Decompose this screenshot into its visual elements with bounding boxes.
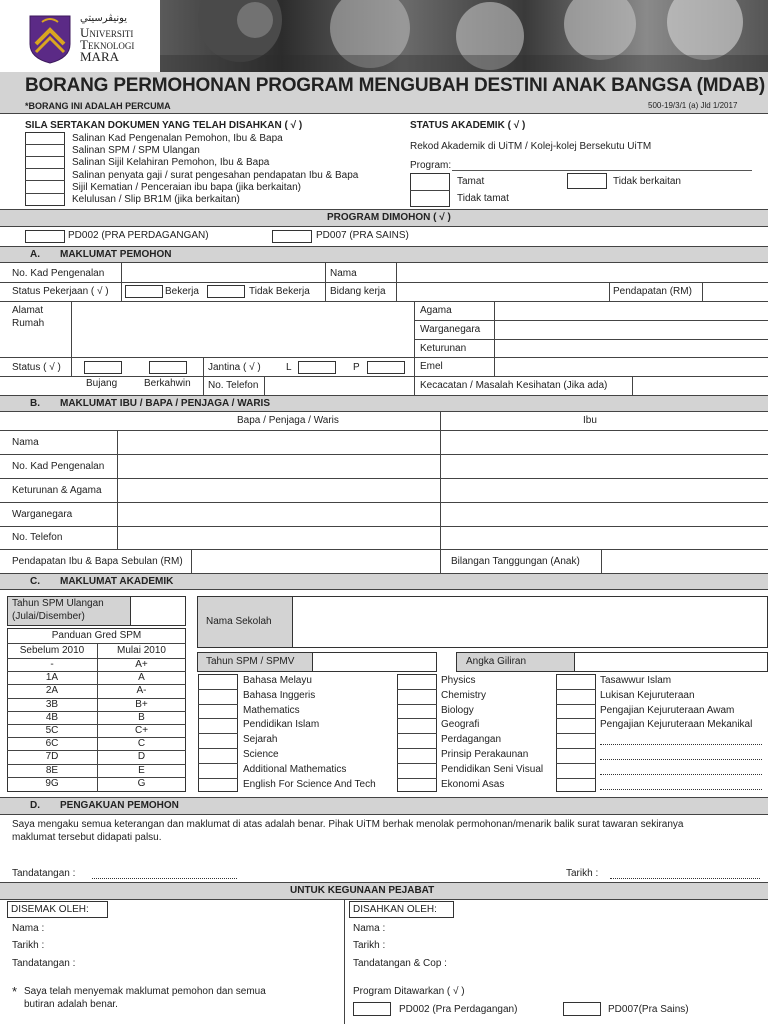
other-subject-line[interactable]	[600, 759, 762, 760]
bekerja-label: Bekerja	[165, 286, 199, 297]
tidak-berkaitan-checkbox[interactable]	[567, 173, 607, 189]
male-label: L	[286, 362, 292, 373]
subject-name: Geografi	[441, 719, 480, 731]
ic-label: No. Kad Pengenalan	[12, 268, 105, 279]
document-item: Kelulusan / Slip BR1M (jika berkaitan)	[72, 194, 240, 205]
grade-new: A-	[136, 685, 147, 697]
section-a-heading: MAKLUMAT PEMOHON	[60, 249, 172, 260]
grade-old: 9G	[45, 777, 59, 789]
pd002-checkbox[interactable]	[25, 230, 65, 243]
subject-name: Sejarah	[243, 734, 278, 746]
subject-name: Ekonomi Asas	[441, 778, 505, 790]
offered-pd007-checkbox[interactable]	[563, 1002, 601, 1016]
approver-date-label: Tarikh :	[353, 940, 386, 951]
program-offered-label: Program Ditawarkan ( √ )	[353, 986, 465, 997]
pd007-checkbox[interactable]	[272, 230, 312, 243]
religion-label: Agama	[420, 305, 452, 316]
mother-column-header: Ibu	[583, 415, 597, 426]
other-subject-line[interactable]	[600, 744, 762, 745]
before-2010-header: Sebelum 2010	[19, 645, 85, 656]
academic-record: Rekod Akademik di UiTM / Kolej-kolej Bersekutu UiTM	[410, 141, 652, 152]
document-item: Salinan Kad Pengenalan Pemohon, Ibu & Bapa	[72, 133, 283, 144]
grade-old: 3B	[45, 698, 59, 710]
dependents-label: Bilangan Tanggungan (Anak)	[451, 556, 580, 567]
citizenship-label: Warganegara	[420, 324, 481, 335]
declaration-line-2: maklumat tersebut didapati palsu.	[12, 832, 162, 843]
tidak-berkaitan-label: Tidak berkaitan	[613, 176, 681, 187]
grade-new: G	[137, 777, 146, 789]
grade-old: 4B	[45, 711, 59, 723]
documents-heading: SILA SERTAKAN DOKUMEN YANG TELAH DISAHKAN ( √ )	[25, 120, 303, 131]
section-c-heading: MAKLUMAT AKADEMIK	[60, 576, 174, 587]
subject-name: Mathematics	[243, 704, 300, 716]
applicant-date-line[interactable]	[610, 878, 760, 879]
name-label: Nama	[330, 268, 357, 279]
email-label: Emel	[420, 361, 443, 372]
subject-name: Bahasa Inggeris	[243, 689, 316, 701]
approved-by-label: DISAHKAN OLEH:	[353, 904, 437, 915]
checker-signature-label: Tandatangan :	[12, 958, 76, 969]
gender-label: Jantina ( √ )	[208, 362, 261, 373]
parent-row-label: No. Telefon	[12, 532, 63, 543]
phone-label: No. Telefon	[208, 380, 259, 391]
grade-new: D	[137, 751, 146, 763]
subject-name: Science	[243, 749, 279, 760]
ic-field[interactable]	[122, 264, 325, 282]
section-d-letter: D.	[30, 800, 40, 811]
grade-old: 2A	[45, 685, 59, 697]
section-b-letter: B.	[30, 398, 40, 409]
parent-row-label: Keturunan & Agama	[12, 485, 102, 496]
school-name-label: Nama Sekolah	[206, 616, 272, 627]
grade-old: -	[50, 659, 54, 670]
reference-number: 500-19/3/1 (a) Jld 1/2017	[648, 101, 738, 110]
document-item: Sijil Kematian / Penceraian ibu bapa (jika berkaitan)	[72, 182, 302, 193]
subject-name: Pendidikan Islam	[243, 719, 320, 731]
free-note: *BORANG INI ADALAH PERCUMA	[25, 101, 171, 111]
field-of-work-label: Bidang kerja	[330, 286, 386, 297]
after-2010-header: Mulai 2010	[117, 645, 166, 656]
other-subject-line[interactable]	[600, 789, 762, 790]
index-number-label: Angka Giliran	[466, 656, 527, 667]
subject-name: Tasawwur Islam	[600, 675, 672, 686]
grade-new: A	[138, 672, 145, 684]
document-item: Salinan Sijil Kelahiran Pemohon, Ibu & Bapa	[72, 157, 270, 168]
grade-new: E	[138, 764, 145, 776]
checker-name-label: Nama :	[12, 923, 45, 934]
subject-name: Bahasa Melayu	[243, 675, 312, 686]
document-item: Salinan SPM / SPM Ulangan	[72, 145, 200, 156]
parent-row-label: Warganegara	[12, 509, 73, 520]
berkahwin-checkbox[interactable]	[149, 361, 187, 374]
form-title: BORANG PERMOHONAN PROGRAM MENGUBAH DESTINI ANAK BANGSA (MDAB)	[25, 75, 766, 96]
subject-name: English For Science And Tech	[243, 778, 376, 790]
pd002-label: PD002 (PRA PERDAGANGAN)	[68, 230, 209, 241]
subject-name: Biology	[441, 704, 474, 716]
bujang-label: Bujang	[86, 378, 118, 389]
grade-old: 7D	[45, 751, 59, 763]
academic-status-heading: STATUS AKADEMIK ( √ )	[410, 120, 526, 131]
approver-name-label: Nama :	[353, 923, 386, 934]
grade-new: B	[138, 711, 145, 723]
section-a-letter: A.	[30, 249, 40, 260]
tidak-bekerja-label: Tidak Bekerja	[249, 286, 310, 297]
grade-old: 6C	[45, 738, 59, 750]
male-checkbox[interactable]	[298, 361, 336, 374]
subject-name: Pengajian Kejuruteraan Mekanikal	[600, 719, 753, 731]
applicant-signature-label: Tandatangan :	[12, 868, 76, 879]
subject-name: Chemistry	[441, 689, 487, 701]
status-label: Status ( √ )	[12, 362, 61, 373]
declaration-line-1: Saya mengaku semua keterangan dan maklumat di atas adalah benar. Pihak UiTM berhak menolak permohonan/menarik balik surat tawaran sekiranya	[12, 819, 684, 830]
program-heading: PROGRAM DIMOHON ( √ )	[327, 212, 451, 223]
berkahwin-label: Berkahwin	[144, 378, 191, 389]
pd007-label: PD007 (PRA SAINS)	[316, 230, 409, 241]
section-c-letter: C.	[30, 576, 40, 587]
offered-pd002-checkbox[interactable]	[353, 1002, 391, 1016]
parent-row-label: No. Kad Pengenalan	[12, 461, 105, 472]
parent-income-label: Pendapatan Ibu & Bapa Sebulan (RM)	[12, 556, 183, 567]
grade-old: 8E	[45, 764, 59, 776]
grade-new: C	[137, 738, 146, 750]
other-subject-line[interactable]	[600, 774, 762, 775]
uitm-logo	[28, 14, 72, 64]
grade-old: 5C	[45, 725, 59, 736]
address-label-2: Rumah	[12, 318, 45, 329]
race-label: Keturunan	[420, 343, 467, 354]
grade-new: B+	[135, 698, 148, 710]
university-name-1: Universiti	[80, 25, 134, 40]
jawi-text: ﯾﻮﻧﻴﭭﺮﺳﻴﺘﻲ	[80, 13, 128, 24]
bekerja-checkbox[interactable]	[125, 285, 163, 298]
program-label: Program:	[410, 160, 452, 171]
spm-retake-label-2: (Julai/Disember)	[12, 611, 85, 622]
checked-by-label: DISEMAK OLEH:	[11, 904, 89, 915]
applicant-date-label: Tarikh :	[566, 868, 599, 879]
university-name-2: Teknologi	[80, 37, 135, 52]
father-column-header: Bapa / Penjaga / Waris	[237, 415, 339, 426]
job-status-label: Status Pekerjaan ( √ )	[12, 286, 109, 297]
subject-name: Perdagangan	[441, 734, 502, 746]
female-label: P	[353, 362, 360, 373]
offered-pd002-label: PD002 (Pra Perdagangan)	[399, 1004, 518, 1015]
offered-pd007-label: PD007(Pra Sains)	[608, 1004, 689, 1015]
tidak-bekerja-checkbox[interactable]	[207, 285, 245, 298]
office-heading: UNTUK KEGUNAAN PEJABAT	[290, 885, 435, 896]
spm-retake-label-1: Tahun SPM Ulangan	[12, 598, 104, 609]
section-b-heading: MAKLUMAT IBU / BAPA / PENJAGA / WARIS	[60, 398, 270, 409]
parent-row-label: Nama	[12, 437, 39, 448]
subject-name: Prinsip Perakaunan	[441, 749, 529, 760]
university-name-3: MARA	[80, 49, 120, 64]
spm-year-label: Tahun SPM / SPMV	[206, 656, 295, 667]
grade-new: C+	[134, 725, 149, 736]
checker-date-label: Tarikh :	[12, 940, 45, 951]
disability-label: Kecacatan / Masalah Kesihatan (Jika ada)	[420, 380, 608, 391]
approver-signature-label: Tandatangan & Cop :	[353, 958, 447, 969]
tidak-tamat-label: Tidak tamat	[457, 193, 509, 204]
bujang-checkbox[interactable]	[84, 361, 122, 374]
tamat-label: Tamat	[457, 176, 485, 187]
header-photo	[160, 0, 768, 72]
checker-note-line-2: butiran adalah benar.	[24, 999, 118, 1010]
document-item: Salinan penyata gaji / surat pengesahan pendapatan Ibu & Bapa	[72, 170, 359, 181]
header-banner	[0, 0, 768, 72]
subject-name: Pengajian Kejuruteraan Awam	[600, 704, 735, 716]
grade-old: 1A	[45, 672, 59, 684]
address-label-1: Alamat	[12, 305, 44, 316]
name-field[interactable]	[397, 264, 767, 282]
grade-guide-title: Panduan Gred SPM	[51, 630, 142, 641]
subject-name: Additional Mathematics	[243, 763, 347, 775]
note-asterisk: *	[12, 984, 18, 999]
program-line[interactable]	[452, 170, 752, 171]
subject-name: Lukisan Kejuruteraan	[600, 689, 695, 701]
address-field[interactable]	[72, 302, 414, 357]
subject-name: Physics	[441, 675, 476, 686]
children-photo-illustration	[160, 0, 768, 72]
female-checkbox[interactable]	[367, 361, 405, 374]
applicant-signature-line[interactable]	[92, 878, 237, 879]
section-d-heading: PENGAKUAN PEMOHON	[60, 800, 179, 811]
subject-name: Pendidikan Seni Visual	[441, 763, 544, 775]
grade-new: A+	[135, 659, 148, 670]
checker-note-line-1: Saya telah menyemak maklumat pemohon dan semua	[24, 986, 266, 997]
income-label: Pendapatan (RM)	[613, 286, 692, 297]
